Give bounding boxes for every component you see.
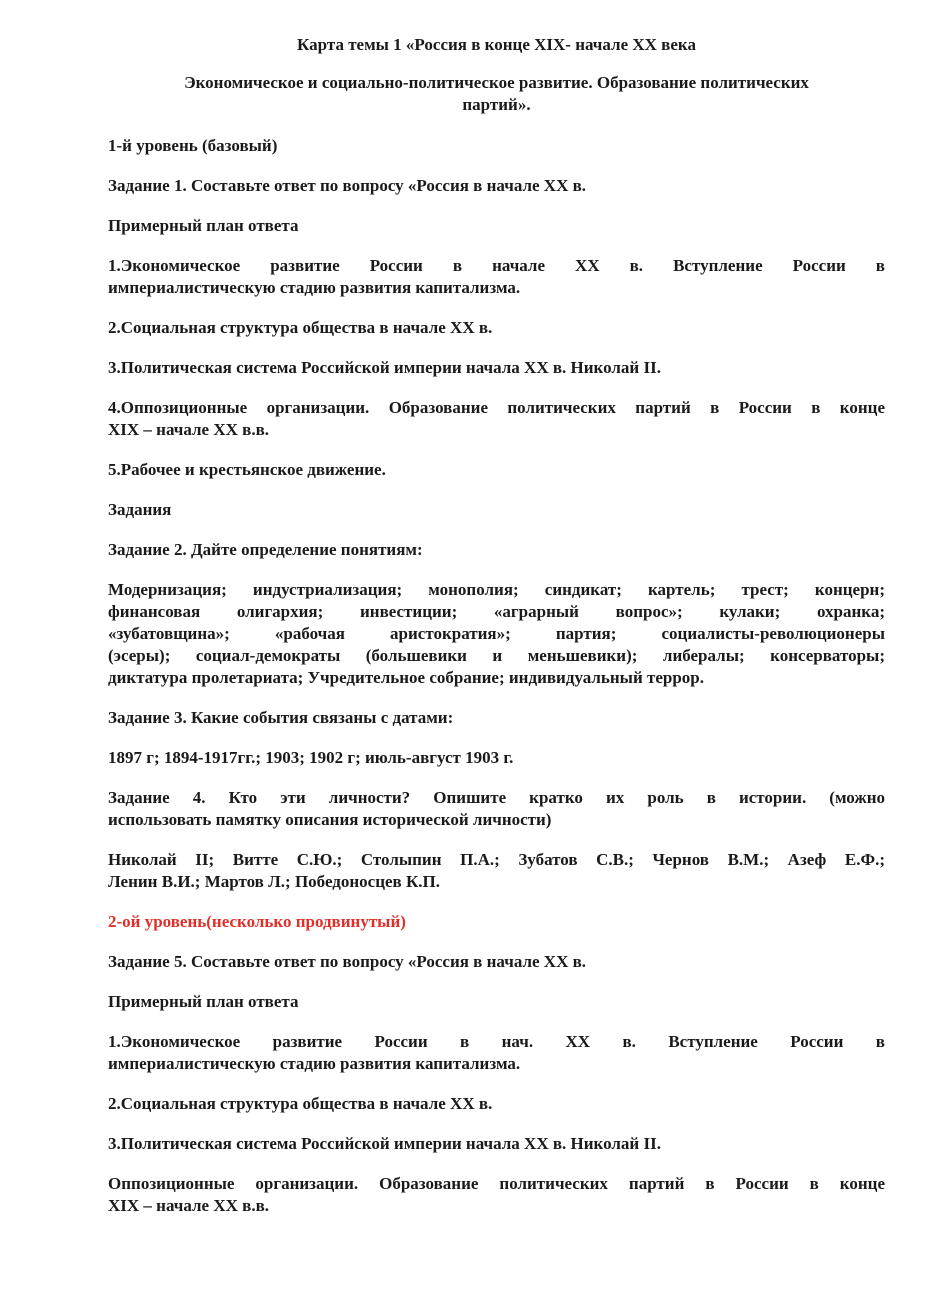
task1-heading: Задание 1. Составьте ответ по вопросу «Россия в начале XX в.	[108, 176, 587, 195]
plan1-item-1	[108, 255, 885, 299]
plan1-heading: Примерный план ответа	[108, 216, 299, 235]
plan1-item-2: 2.Социальная структура общества в начале XX в.	[108, 318, 493, 337]
terms-line-3: «зубатовщина»; «рабочая аристократия»; партия; социалисты-революционеры	[108, 624, 885, 643]
task4-line-2: использовать памятку описания исторической личности)	[108, 810, 552, 829]
document-page	[108, 34, 885, 1235]
subtitle-line-2: партий».	[462, 95, 531, 114]
terms-line-1: Модернизация; индустриализация; монополия; синдикат; картель; трест; концерн;	[108, 580, 885, 599]
terms-line-2: финансовая олигархия; инвестиции; «аграрный вопрос»; кулаки; охранка;	[108, 602, 885, 621]
plan2-heading: Примерный план ответа	[108, 992, 299, 1011]
task2-heading: Задание 2. Дайте определение понятиям:	[108, 540, 423, 559]
task5-heading: Задание 5. Составьте ответ по вопросу «Россия в начале XX в.	[108, 952, 587, 971]
terms-line-4: (эсеры); социал-демократы (большевики и меньшевики); либералы; консерваторы;	[108, 646, 885, 665]
plan1-item-3: 3.Политическая система Российской империи начала XX в. Николай II.	[108, 358, 661, 377]
terms-line-5: диктатура пролетариата; Учредительное собрание; индивидуальный террор.	[108, 668, 705, 687]
plan2-item-1-line-1: 1.Экономическое развитие России в нач. XX в. Вступление России в	[108, 1032, 885, 1051]
level2-heading: 2-ой уровень(несколько продвинутый)	[108, 912, 406, 931]
level1-heading: 1-й уровень (базовый)	[108, 136, 278, 155]
plan1-item-4-line-1: 4.Оппозиционные организации. Образование политических партий в России в конце	[108, 398, 885, 417]
tasks-heading: Задания	[108, 500, 172, 519]
plan2-item-2: 2.Социальная структура общества в начале XX в.	[108, 1094, 493, 1113]
task3-heading: Задание 3. Какие события связаны с датами:	[108, 708, 454, 727]
plan1-item-4-line-2: XIX – начале XX в.в.	[108, 420, 270, 439]
plan2-item-4	[108, 1173, 885, 1217]
document-title: Карта темы 1 «Россия в конце XIX- начале XX века	[297, 35, 696, 54]
plan1-item-1-line-2: империалистическую стадию развития капитализма.	[108, 278, 521, 297]
plan2-item-3: 3.Политическая система Российской империи начала XX в. Николай II.	[108, 1134, 661, 1153]
plan2-item-1-line-2: империалистическую стадию развития капитализма.	[108, 1054, 521, 1073]
subtitle-line-1: Экономическое и социально-политическое развитие. Образование политических	[184, 73, 809, 92]
plan1-item-4	[108, 397, 885, 441]
terms-paragraph	[108, 579, 885, 689]
document-subtitle	[108, 72, 885, 116]
plan2-item-4-line-1: Оппозиционные организации. Образование политических партий в России в конце	[108, 1174, 885, 1193]
task4-line-1: Задание 4. Кто эти личности? Опишите кратко их роль в истории. (можно	[108, 788, 885, 807]
dates-paragraph: 1897 г; 1894-1917гг.; 1903; 1902 г; июль-август 1903 г.	[108, 748, 514, 767]
plan2-item-4-line-2: XIX – начале XX в.в.	[108, 1196, 270, 1215]
persons-line-1: Николай II; Витте С.Ю.; Столыпин П.А.; Зубатов С.В.; Чернов В.М.; Азеф Е.Ф.;	[108, 850, 885, 869]
task4-heading	[108, 787, 885, 831]
plan1-item-1-line-1: 1.Экономическое развитие России в начале XX в. Вступление России в	[108, 256, 885, 275]
plan2-item-1	[108, 1031, 885, 1075]
plan1-item-5: 5.Рабочее и крестьянское движение.	[108, 460, 386, 479]
persons-paragraph	[108, 849, 885, 893]
persons-line-2: Ленин В.И.; Мартов Л.; Победоносцев К.П.	[108, 872, 441, 891]
